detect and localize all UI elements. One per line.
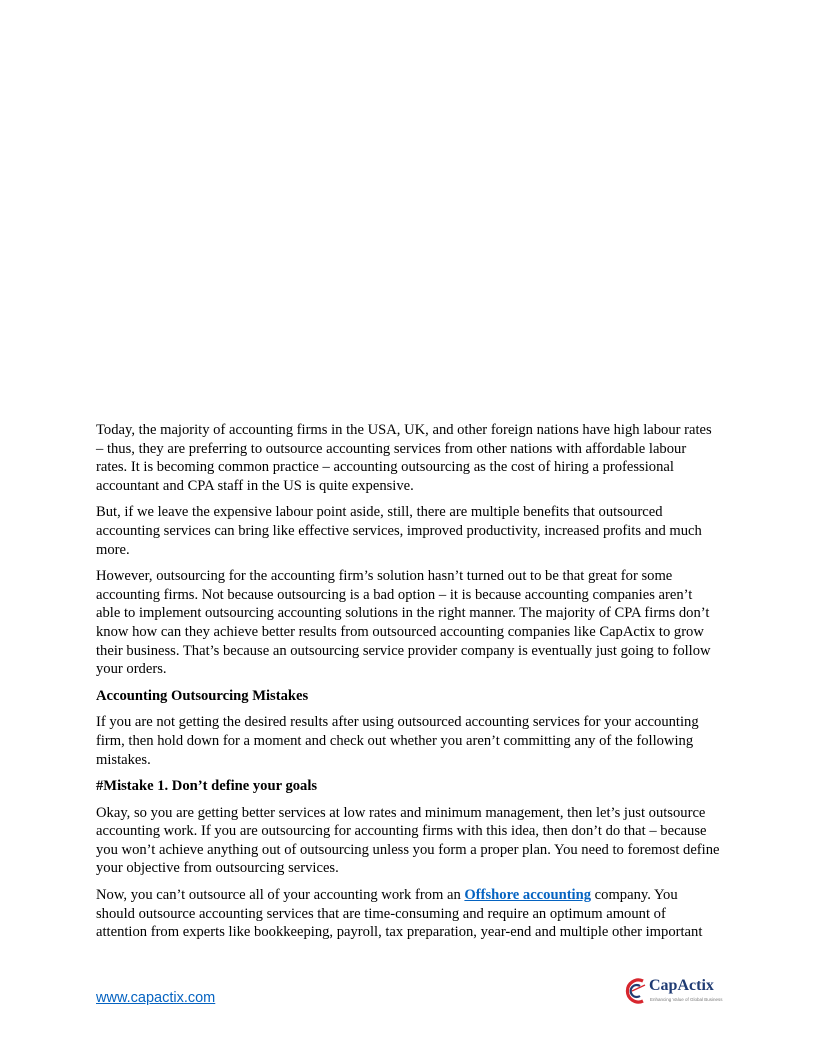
- offshore-accounting-link[interactable]: Offshore accounting: [464, 887, 592, 904]
- logo-tagline: Enhancing Value of Global Business: [650, 997, 723, 1002]
- intro-paragraph-3: However, outsourcing for the accounting firm’s solution hasn’t turned out to be that great for some accounting firms. Not because outsourcing is a bad option – it is because accounting companies aren’t able to implement outsourcing accounting solutions in the right manner. The majority of CPA firms don’t know how can they achieve better results from outsourced accounting companies like CapActix to grow their business. That’s because an outsourcing service provider company is eventually just going to follow your orders.: [96, 568, 711, 678]
- intro-paragraph-2: But, if we leave the expensive labour point aside, still, there are multiple benefits that outsourced accounting services can bring like effective services, improved productivity, increased profits and much more.: [96, 504, 702, 558]
- capactix-logo: [623, 975, 723, 1007]
- offshore-text-after: company. You should outsource accounting services that are time-consuming and require an optimum amount of attention from experts like bookkeeping, payroll, tax preparation, year-end and multiple other important: [96, 887, 703, 941]
- document-body: [96, 421, 720, 950]
- capactix-logo-icon: [623, 977, 649, 1005]
- intro-paragraph-1: Today, the majority of accounting firms in the USA, UK, and other foreign nations have high labour rates – thus, they are preferring to outsource accounting services from other nations with affordable labour rates. It is becoming common practice – accounting outsourcing as the cost of hiring a professional accountant and CPA staff in the US is quite expensive.: [96, 422, 712, 494]
- footer-website-link[interactable]: www.capactix.com: [96, 990, 216, 1006]
- mistake-1-heading: #Mistake 1. Don’t define your goals: [96, 778, 318, 795]
- section-heading: Accounting Outsourcing Mistakes: [96, 687, 309, 704]
- logo-wordmark: CapActix: [649, 977, 714, 994]
- section-intro-paragraph: If you are not getting the desired results after using outsourced accounting services for your accounting firm, then hold down for a moment and check out whether you aren’t committing any of the following mistakes.: [96, 714, 699, 768]
- offshore-text-before: Now, you can’t outsource all of your accounting work from an: [96, 887, 465, 904]
- mistake-1-paragraph: Okay, so you are getting better services at low rates and minimum management, then let’s just outsource accounting work. If you are outsourcing for accounting firms with this idea, then don’t do that – because you won’t achieve anything out of outsourcing unless you form a proper plan. You need to foremost define your objective from outsourcing services.: [96, 804, 720, 877]
- offshore-paragraph: [96, 886, 720, 942]
